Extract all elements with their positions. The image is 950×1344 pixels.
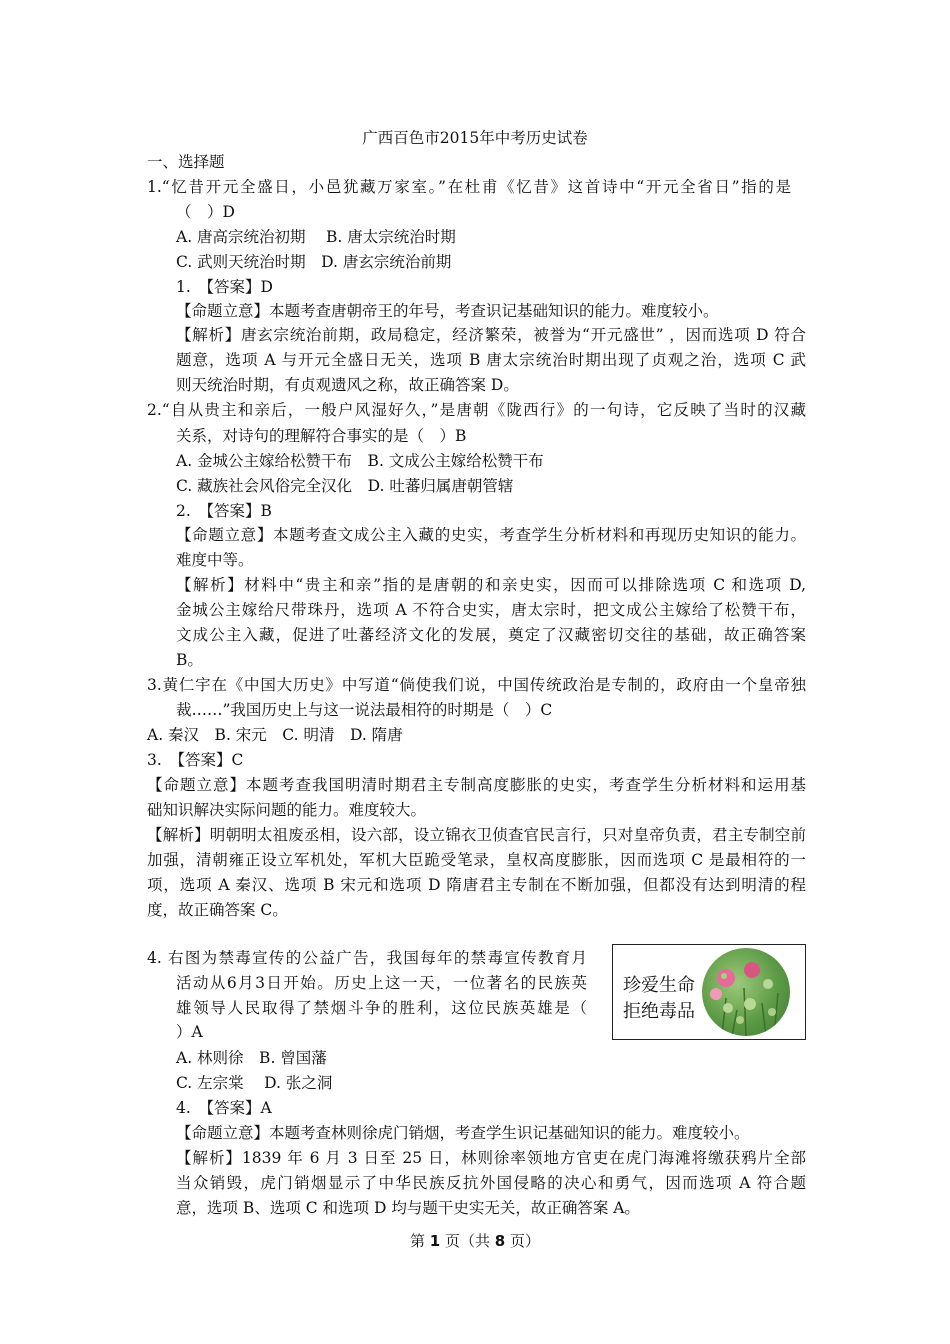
question-3-stem: 3.黄仁宇在《中国大历史》中写道“倘使我们说，中国传统政治是专制的，政府由一个皇帝独: [147, 676, 806, 694]
question-3-options: A. 秦汉 B. 宋元 C. 明清 D. 隋唐: [147, 726, 403, 744]
question-2-analysis: 【解析】材料中“贵主和亲”指的是唐朝的和亲史实，因而可以排除选项 C 和选项 D,: [176, 576, 806, 594]
question-1-options-ab: A. 唐高宗统治初期 B. 唐太宗统治时期: [176, 228, 456, 246]
question-1-stem: 1.“忆昔开元全盛日，小邑犹藏万家室。”在杜甫《忆昔》这首诗中“开元全省日”指的是: [147, 178, 791, 196]
question-2-answer: 2. 【答案】B: [176, 502, 272, 520]
question-4-answer: 4. 【答案】A: [176, 1099, 272, 1117]
question-2-analysis-cont: 金城公主嫁给尺带珠丹，选项 A 不符合史实，唐太宗时，把文成公主嫁给了松赞干布，: [176, 601, 806, 619]
question-4-analysis-end: 意，选项 B、选项 C 和选项 D 均与题干史实无关，故正确答案 A。: [176, 1199, 640, 1217]
question-4-stem-cont2: 雄领导人民取得了禁烟斗争的胜利，这位民族英雄是（: [176, 999, 587, 1017]
page-footer: [0, 1230, 950, 1251]
poster-slogan-line1: 珍爱生命: [623, 975, 695, 996]
question-1-blank: （ ）D: [176, 203, 235, 221]
section-heading: 一、选择题: [147, 153, 225, 171]
question-1-answer: 1. 【答案】D: [176, 278, 273, 296]
question-3-intent-cont: 础知识解决实际问题的能力。难度较大。: [147, 801, 427, 819]
question-3-intent: 【命题立意】本题考查我国明清时期君主专制高度膨胀的史实，考查学生分析材料和运用基: [147, 776, 806, 794]
question-4-options-ab: A. 林则徐 B. 曾国藩: [176, 1049, 327, 1067]
question-2-options-cd: C. 藏族社会风俗完全汉化 D. 吐蕃归属唐朝管辖: [176, 477, 514, 495]
question-2-options-ab: A. 金城公主嫁给松赞干布 B. 文成公主嫁给松赞干布: [176, 452, 544, 470]
footer-mid: 页（共: [444, 1232, 490, 1250]
question-1-analysis-cont: 题意，选项 A 与开元全盛日无关，选项 B 唐太宗统治时期出现了贞观之治，选项 C 武: [176, 351, 806, 369]
question-2-intent: 【命题立意】本题考查文成公主入藏的史实，考查学生分析材料和再现历史知识的能力。: [176, 526, 806, 544]
question-2-intent-cont: 难度中等。: [176, 551, 254, 569]
footer-prefix: 第: [409, 1232, 425, 1250]
question-4-stem: 4. 右图为禁毒宣传的公益广告，我国每年的禁毒宣传教育月: [147, 949, 587, 967]
question-4-analysis-cont: 当众销毁，虎门销烟显示了中华民族反抗外国侵略的决心和勇气，因而选项 A 符合题: [176, 1174, 806, 1192]
question-1-options-cd: C. 武则天统治时期 D. 唐玄宗统治前期: [176, 253, 452, 271]
question-3-analysis-cont: 加强，清朝雍正设立军机处，军机大臣跪受笔录，皇权高度膨胀，因而选项 C 是最相符的一: [147, 851, 806, 869]
question-1-analysis-end: 则天统治时期，有贞观遗风之称，故正确答案 D。: [176, 376, 519, 394]
footer-total-pages: 8: [494, 1232, 506, 1250]
question-3-answer: 3. 【答案】C: [147, 751, 244, 769]
question-4-analysis: 【解析】1839 年 6 月 3 日至 25 日，林则徐率领地方官吏在虎门海滩将缴获鸦片全部: [176, 1149, 806, 1167]
question-4-stem-cont: 活动从6月3日开始。历史上这一天，一位著名的民族英: [176, 974, 587, 992]
page-title: 广西百色市2015年中考历史试卷: [362, 129, 588, 147]
footer-page-number: 1: [429, 1232, 441, 1250]
question-4-intent: 【命题立意】本题考查林则徐虎门销烟，考查学生识记基础知识的能力。难度较小。: [176, 1124, 750, 1142]
question-2-stem-cont: 关系，对诗句的理解符合事实的是（ ）B: [176, 427, 467, 445]
question-3-analysis-end: 度，故正确答案 C。: [147, 901, 288, 919]
question-3-stem-cont: 裁……”我国历史上与这一说法最相符的时期是（ ）C: [176, 701, 553, 719]
poster-slogan-line2: 拒绝毒品: [623, 1001, 695, 1022]
question-3-analysis-cont2: 项，选项 A 秦汉、选项 B 宋元和选项 D 隋唐君主专制在不断加强，但都没有达到明清的程: [147, 876, 806, 894]
question-1-analysis: 【解析】唐玄宗统治前期，政局稳定，经济繁荣，被誉为“开元盛世” ，因而选项 D 符合: [176, 326, 806, 344]
question-2-stem: 2.“自从贵主和亲后，一般户风湿好久，”是唐朝《陇西行》的一句诗，它反映了当时的汉藏: [147, 401, 806, 419]
question-1-intent: 【命题立意】本题考查唐朝帝王的年号，考查识记基础知识的能力。难度较小。: [176, 302, 719, 320]
anti-drug-poster: [612, 944, 806, 1040]
question-4-options-cd: C. 左宗棠 D. 张之洞: [176, 1074, 333, 1092]
question-2-analysis-cont2: 文成公主入藏，促进了吐蕃经济文化的发展，奠定了汉藏密切交往的基础，故正确答案: [176, 626, 806, 644]
poppy-flowers-icon: [702, 948, 790, 1036]
question-3-analysis: 【解析】明朝明太祖废丞相，设六部，设立锦衣卫侦查官民言行，只对皇帝负责，君主专制空前: [147, 826, 806, 844]
question-4-blank: ）A: [176, 1023, 203, 1041]
question-2-analysis-end: B。: [176, 651, 203, 669]
footer-suffix: 页）: [510, 1232, 541, 1250]
